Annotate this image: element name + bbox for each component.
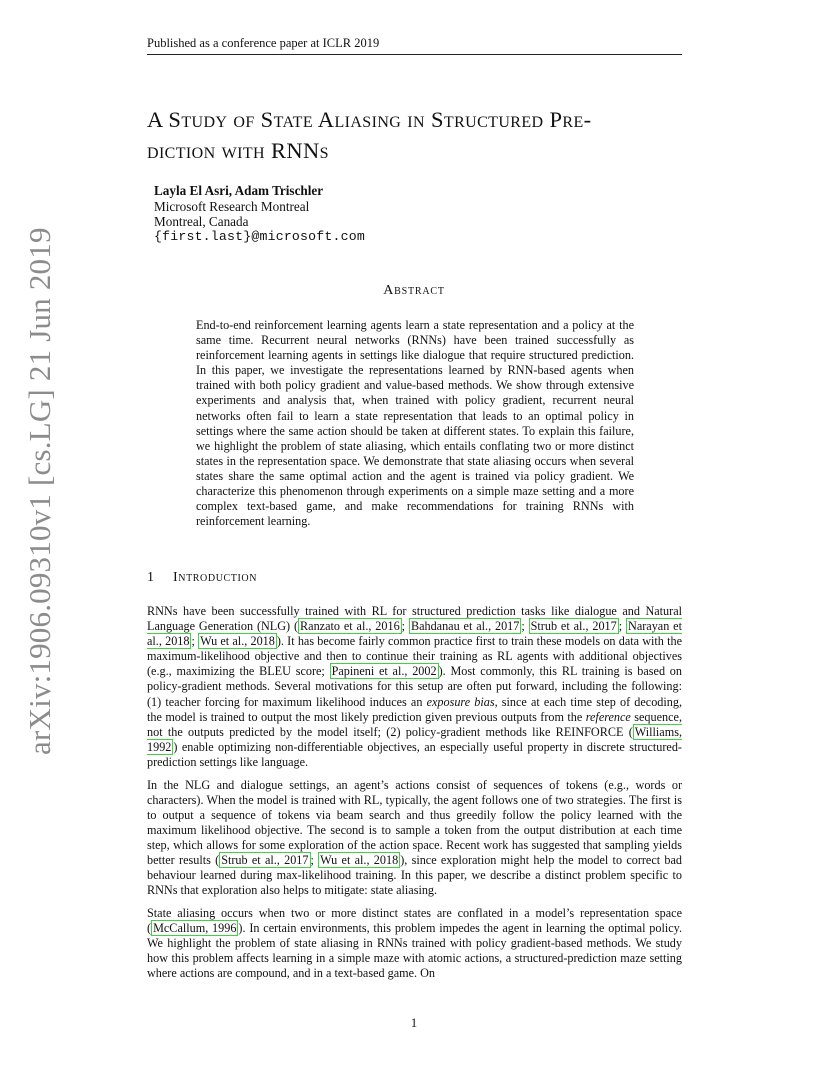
- paragraph-2: [147, 778, 682, 899]
- paragraph-3: [147, 906, 682, 981]
- section-number: 1: [147, 570, 155, 585]
- text-run: ), since exploration might help the model to correct bad behaviour learned during max-likelihood training. In this paper, we describe a distinct problem specific to RNNs that exploration also helps to mitigate: state aliasing.: [147, 853, 683, 898]
- text-run: ). Most commonly, this RL training is based on policy-gradient methods. Several motivations for this setup are often put forward, including the following: (1) teacher forcing for maximum likelihood induces an: [147, 664, 682, 709]
- text-run: ;: [191, 634, 199, 649]
- text-run: , since at each time step of decoding, the model is trained to output the most likely prediction given previous outputs from the: [147, 694, 683, 724]
- page-number: 1: [410, 1016, 418, 1030]
- section-heading-introduction: [147, 570, 257, 586]
- text-run: ). It has become fairly common practice first to train these models on data with the maximum-likelihood objective and then to continue their training as RL agents with additional objectives (e.g., maximizing the BLEU score;: [147, 634, 683, 679]
- text-run: ). In certain environments, this problem impedes the agent in learning the optimal policy. We highlight the problem of state aliasing in RNNs trained with policy gradient-based methods. We study how this problem affects learning in a simple maze with atomic actions, a structured-prediction maze setting where actions are compound, and in a text-based game. On: [147, 920, 682, 981]
- citation-link[interactable]: Wu et al., 2018: [320, 853, 399, 867]
- text-run: ) enable optimizing non-differentiable objectives, an especially useful property in discrete structured-prediction settings like language.: [147, 739, 682, 769]
- author-names: Layla El Asri, Adam Trischler: [154, 183, 324, 198]
- author-location: Montreal, Canada: [154, 214, 249, 229]
- text-run: ;: [618, 619, 627, 634]
- text-run: In the NLG and dialogue settings, an agent’s actions consist of sequences of tokens (e.g., words or characters). When the model is trained with RL, typically, the agent follows one of two strategies. The first is to output a sequence of tokens via beam search and thus greedily follow the policy learned with the maximum likelihood objective. The second is to sample a token from the output distribution at each time step, which allows for some exploration of the action space. Recent work has suggested that sampling yields better results (: [147, 777, 682, 867]
- citation-link[interactable]: McCallum, 1996: [153, 920, 237, 935]
- citation-link[interactable]: Narayan et al., 2018: [147, 619, 682, 649]
- header-rule: [147, 54, 682, 55]
- paper-title: [147, 104, 687, 166]
- citation-link[interactable]: Ranzato et al., 2016: [300, 619, 400, 634]
- title-line-1: A Study of State Aliasing in Structured Pre-: [147, 107, 592, 132]
- introduction-body: [147, 604, 682, 989]
- emphasis-text: reference: [585, 709, 631, 724]
- citation-link[interactable]: Papineni et al., 2002: [331, 664, 437, 679]
- author-email: {first.last}@microsoft.com: [154, 229, 365, 244]
- citation-link[interactable]: Williams, 1992: [147, 724, 682, 754]
- citation-link[interactable]: Wu et al., 2018: [200, 634, 275, 649]
- text-run: ;: [521, 619, 529, 634]
- citation-link[interactable]: Strub et al., 2017: [221, 853, 309, 867]
- text-run: ;: [401, 619, 409, 634]
- text-run: State aliasing occurs when two or more distinct states are conflated in a model’s representation space (: [147, 905, 682, 935]
- abstract-heading: Abstract: [383, 283, 445, 298]
- emphasis-text: exposure bias: [426, 694, 495, 709]
- author-affiliation: Microsoft Research Montreal: [154, 199, 310, 214]
- text-run: RNNs have been successfully trained with RL for structured prediction tasks like dialogue and Natural Language Generation (NLG) (: [147, 604, 682, 634]
- running-header: Published as a conference paper at ICLR 2019: [147, 36, 380, 50]
- title-line-2: diction with RNNs: [147, 138, 329, 163]
- text-run: sequence, not the outputs predicted by the model itself; (2) policy-gradient methods like REINFORCE (: [147, 709, 682, 739]
- citation-link[interactable]: Strub et al., 2017: [530, 619, 617, 634]
- paragraph-1: [147, 604, 682, 770]
- text-run: ;: [310, 853, 319, 867]
- arxiv-stamp: arXiv:1906.09310v1 [cs.LG] 21 Jun 2019: [22, 227, 57, 755]
- citation-link[interactable]: Bahdanau et al., 2017: [410, 619, 520, 634]
- section-title: Introduction: [173, 570, 258, 585]
- abstract-text: End-to-end reinforcement learning agents learn a state representation and a policy at the same time. Recurrent neural networks (RNNs) have been trained successfully as reinforcement learning agents in settings like dialogue that require structured prediction. In this paper, we investigate the representations learned by RNN-based agents when trained with both policy gradient and value-based methods. We show through extensive experiments and analysis that, when trained with policy gradient, recurrent neural networks often fail to learn a state representation that leads to an optimal policy in settings where the same action should be taken at different states. To explain this failure, we highlight the problem of state aliasing, which entails conflating two or more distinct states in the representation space. We demonstrate that state aliasing occurs when several states share the same optimal action and the agent is trained via policy gradient. We characterize this phenomenon through experiments on a simple maze setting and a more complex text-based game, and make recommendations for training RNNs with reinforcement learning.: [196, 318, 634, 529]
